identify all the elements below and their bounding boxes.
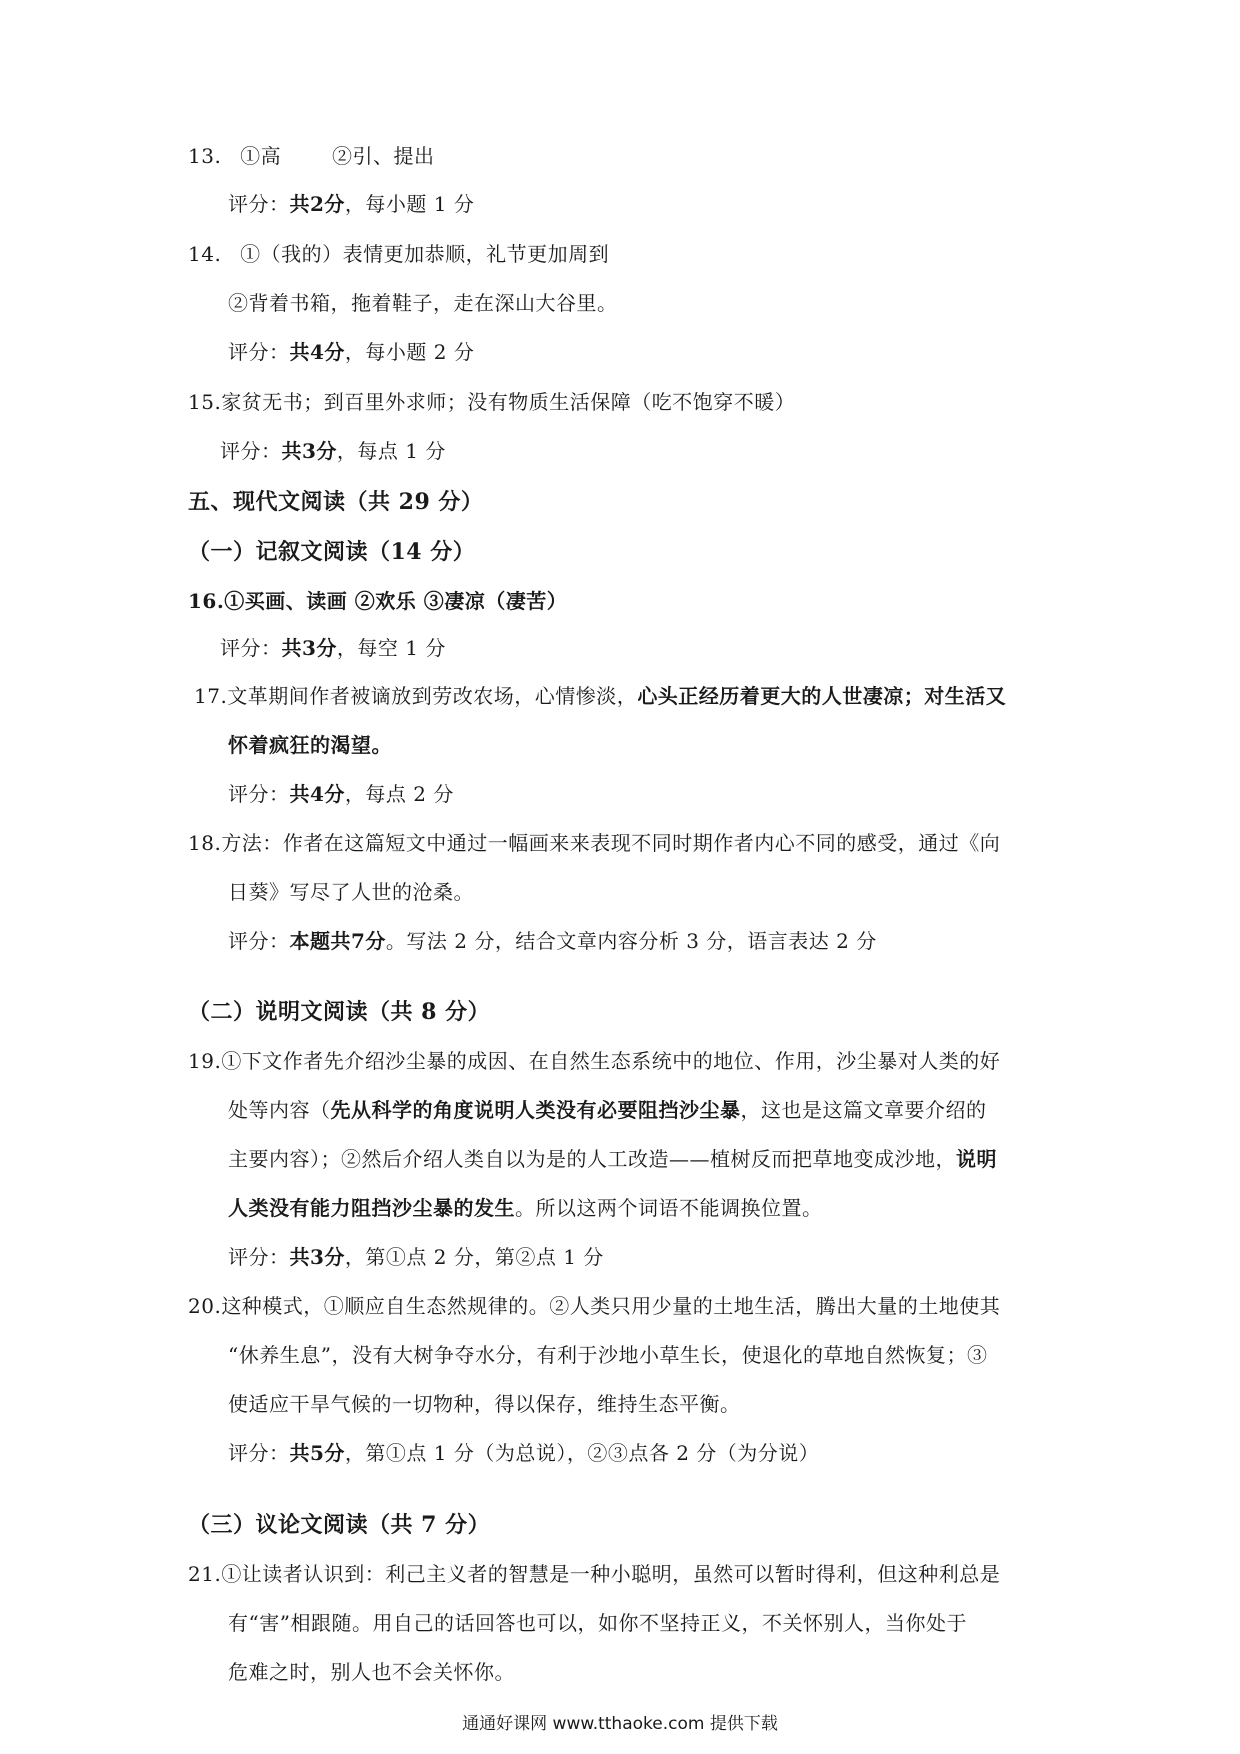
q15-score: 评分：共3分，每点 1 分 — [220, 439, 446, 463]
q17-answer-line1: 17.文革期间作者被谪放到劳改农场，心情惨淡，心头正经历着更大的人世凄凉；对生活又 — [194, 684, 1007, 708]
q17-answer-line2: 怀着疯狂的渴望。 — [228, 733, 392, 757]
q19-answer-line1: 19.①下文作者先介绍沙尘暴的成因、在自然生态系统中的地位、作用，沙尘暴对人类的好 — [188, 1049, 1001, 1073]
q20-answer-line1: 20.这种模式，①顺应自生态然规律的。②人类只用少量的土地生活，腾出大量的土地使其 — [188, 1294, 1001, 1318]
q13-number: 13. — [188, 144, 222, 168]
part-3-heading: （三）议论文阅读（共 7 分） — [188, 1512, 491, 1538]
q20-score: 评分：共5分，第①点 1 分（为总说），②③点各 2 分（为分说） — [228, 1441, 820, 1465]
q19-score: 评分：共3分，第①点 2 分，第②点 1 分 — [228, 1245, 604, 1269]
q19-answer-line2: 处等内容（先从科学的角度说明人类没有必要阻挡沙尘暴，这也是这篇文章要介绍的 — [228, 1098, 987, 1122]
q21-answer-line2: 有“害”相跟随。用自己的话回答也可以，如你不坚持正义，不关怀别人，当你处于 — [228, 1611, 967, 1635]
part-1-heading: （一）记叙文阅读（14 分） — [188, 539, 476, 565]
q14-answer-line1: 14. ①（我的）表情更加恭顺，礼节更加周到 — [188, 242, 610, 266]
part-2-heading: （二）说明文阅读（共 8 分） — [188, 999, 491, 1025]
q20-answer-line2: “休养生息”，没有大树争夺水分，有利于沙地小草生长，使退化的草地自然恢复；③ — [228, 1343, 988, 1367]
q13-answer-1: ①高 — [240, 144, 282, 168]
q21-answer-line3: 危难之时，别人也不会关怀你。 — [228, 1660, 515, 1684]
q19-answer-line3: 主要内容）；②然后介绍人类自以为是的人工改造——植树反而把草地变成沙地，说明 — [228, 1147, 997, 1171]
q17-score: 评分：共4分，每点 2 分 — [228, 782, 454, 806]
q16-answer: 16.①买画、读画 ②欢乐 ③凄凉（凄苦） — [188, 589, 568, 613]
q20-number: 20. — [188, 1294, 222, 1318]
q14-number: 14. — [188, 242, 222, 266]
q19-answer-line4: 人类没有能力阻挡沙尘暴的发生。所以这两个词语不能调换位置。 — [228, 1196, 823, 1220]
q18-answer-line2: 日葵》写尽了人世的沧桑。 — [228, 880, 474, 904]
q18-answer-line1: 18.方法：作者在这篇短文中通过一幅画来来表现不同时期作者内心不同的感受，通过《向 — [188, 831, 1001, 855]
q18-number: 18. — [188, 831, 222, 855]
q16-score: 评分：共3分，每空 1 分 — [220, 636, 446, 660]
q18-score: 评分：本题共7分。写法 2 分，结合文章内容分析 3 分，语言表达 2 分 — [228, 929, 877, 953]
q13-answer-2: ②引、提出 — [332, 144, 435, 168]
q14-score: 评分：共4分，每小题 2 分 — [228, 340, 475, 364]
q14-answer-line2: ②背着书箱，拖着鞋子，走在深山大谷里。 — [228, 291, 618, 315]
q19-number: 19. — [188, 1049, 222, 1073]
page-footer: 通通好课网 www.tthaoke.com 提供下载 — [462, 1714, 778, 1734]
q20-answer-line3: 使适应干旱气候的一切物种，得以保存，维持生态平衡。 — [228, 1392, 741, 1416]
q21-answer-line1: 21.①让读者认识到：利己主义者的智慧是一种小聪明，虽然可以暂时得利，但这种利总是 — [188, 1562, 1001, 1586]
q13-score: 评分：共2分，每小题 1 分 — [228, 192, 475, 216]
q13-answer — [188, 142, 435, 170]
q17-number: 17. — [194, 684, 228, 708]
section-5-heading: 五、现代文阅读（共 29 分） — [188, 489, 484, 515]
q21-number: 21. — [188, 1562, 222, 1586]
q15-answer: 15.家贫无书；到百里外求师；没有物质生活保障（吃不饱穿不暖） — [188, 390, 796, 414]
